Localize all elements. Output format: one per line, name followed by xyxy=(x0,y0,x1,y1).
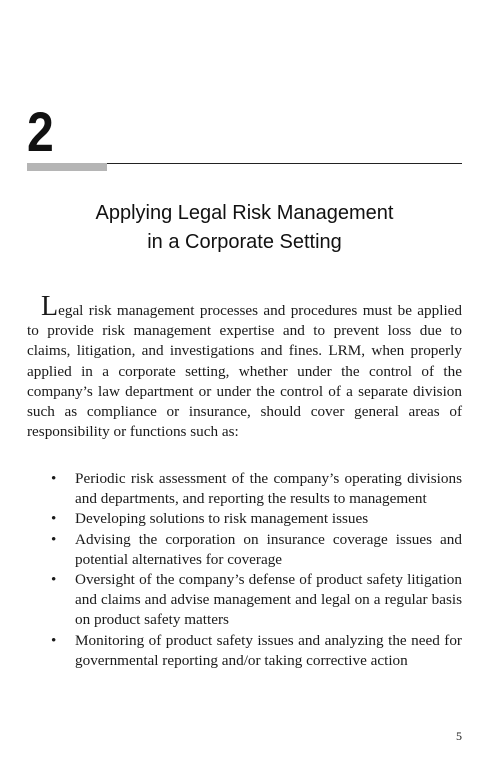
list-item-text: Monitoring of product safety issues and analyzing the need for governmental reporting and/or taking corrective action xyxy=(75,631,462,669)
chapter-accent-bar xyxy=(27,163,107,171)
bullet-icon: • xyxy=(51,470,57,487)
list-item-text: Developing solutions to risk management issues xyxy=(75,510,369,528)
intro-paragraph xyxy=(27,291,462,442)
list-item xyxy=(27,509,462,529)
list-item-text: Advising the corporation on insurance coverage issues and potential alternatives for coverage xyxy=(75,530,462,568)
chapter-title-line-2: in a Corporate Setting xyxy=(147,231,342,253)
drop-initial: L xyxy=(41,291,59,322)
bullet-icon: • xyxy=(51,510,57,528)
chapter-title-line-1: Applying Legal Risk Management xyxy=(95,202,394,224)
list-item-text: Oversight of the company’s defense of product safety litigation and claims and advise management and legal on a regular basis on product safety matters xyxy=(75,571,462,629)
intro-text: egal risk management processes and procedures must be applied to provide risk management expertise and to prevent loss due to claims, litigation, and investigations and fines. LRM, when properly applied in a corporate setting, whether under the control of the company’s law department or under the control of a separate division such as compliance or insurance, should cover general areas of responsibility or functions such as: xyxy=(27,302,462,441)
chapter-rule xyxy=(107,163,462,164)
bullet-icon: • xyxy=(51,530,57,548)
list-item xyxy=(27,631,462,671)
list-item xyxy=(27,469,462,509)
chapter-title xyxy=(27,199,462,257)
chapter-number: 2 xyxy=(27,100,54,163)
page-number: 5 xyxy=(456,729,462,743)
responsibility-list xyxy=(27,469,462,671)
bullet-icon: • xyxy=(51,571,57,589)
bullet-icon: • xyxy=(51,631,57,649)
list-item xyxy=(27,570,462,631)
list-item-text: Periodic risk assessment of the company’s operating divisions and departments, and reporting the results to management xyxy=(75,470,462,508)
list-item xyxy=(27,530,462,570)
